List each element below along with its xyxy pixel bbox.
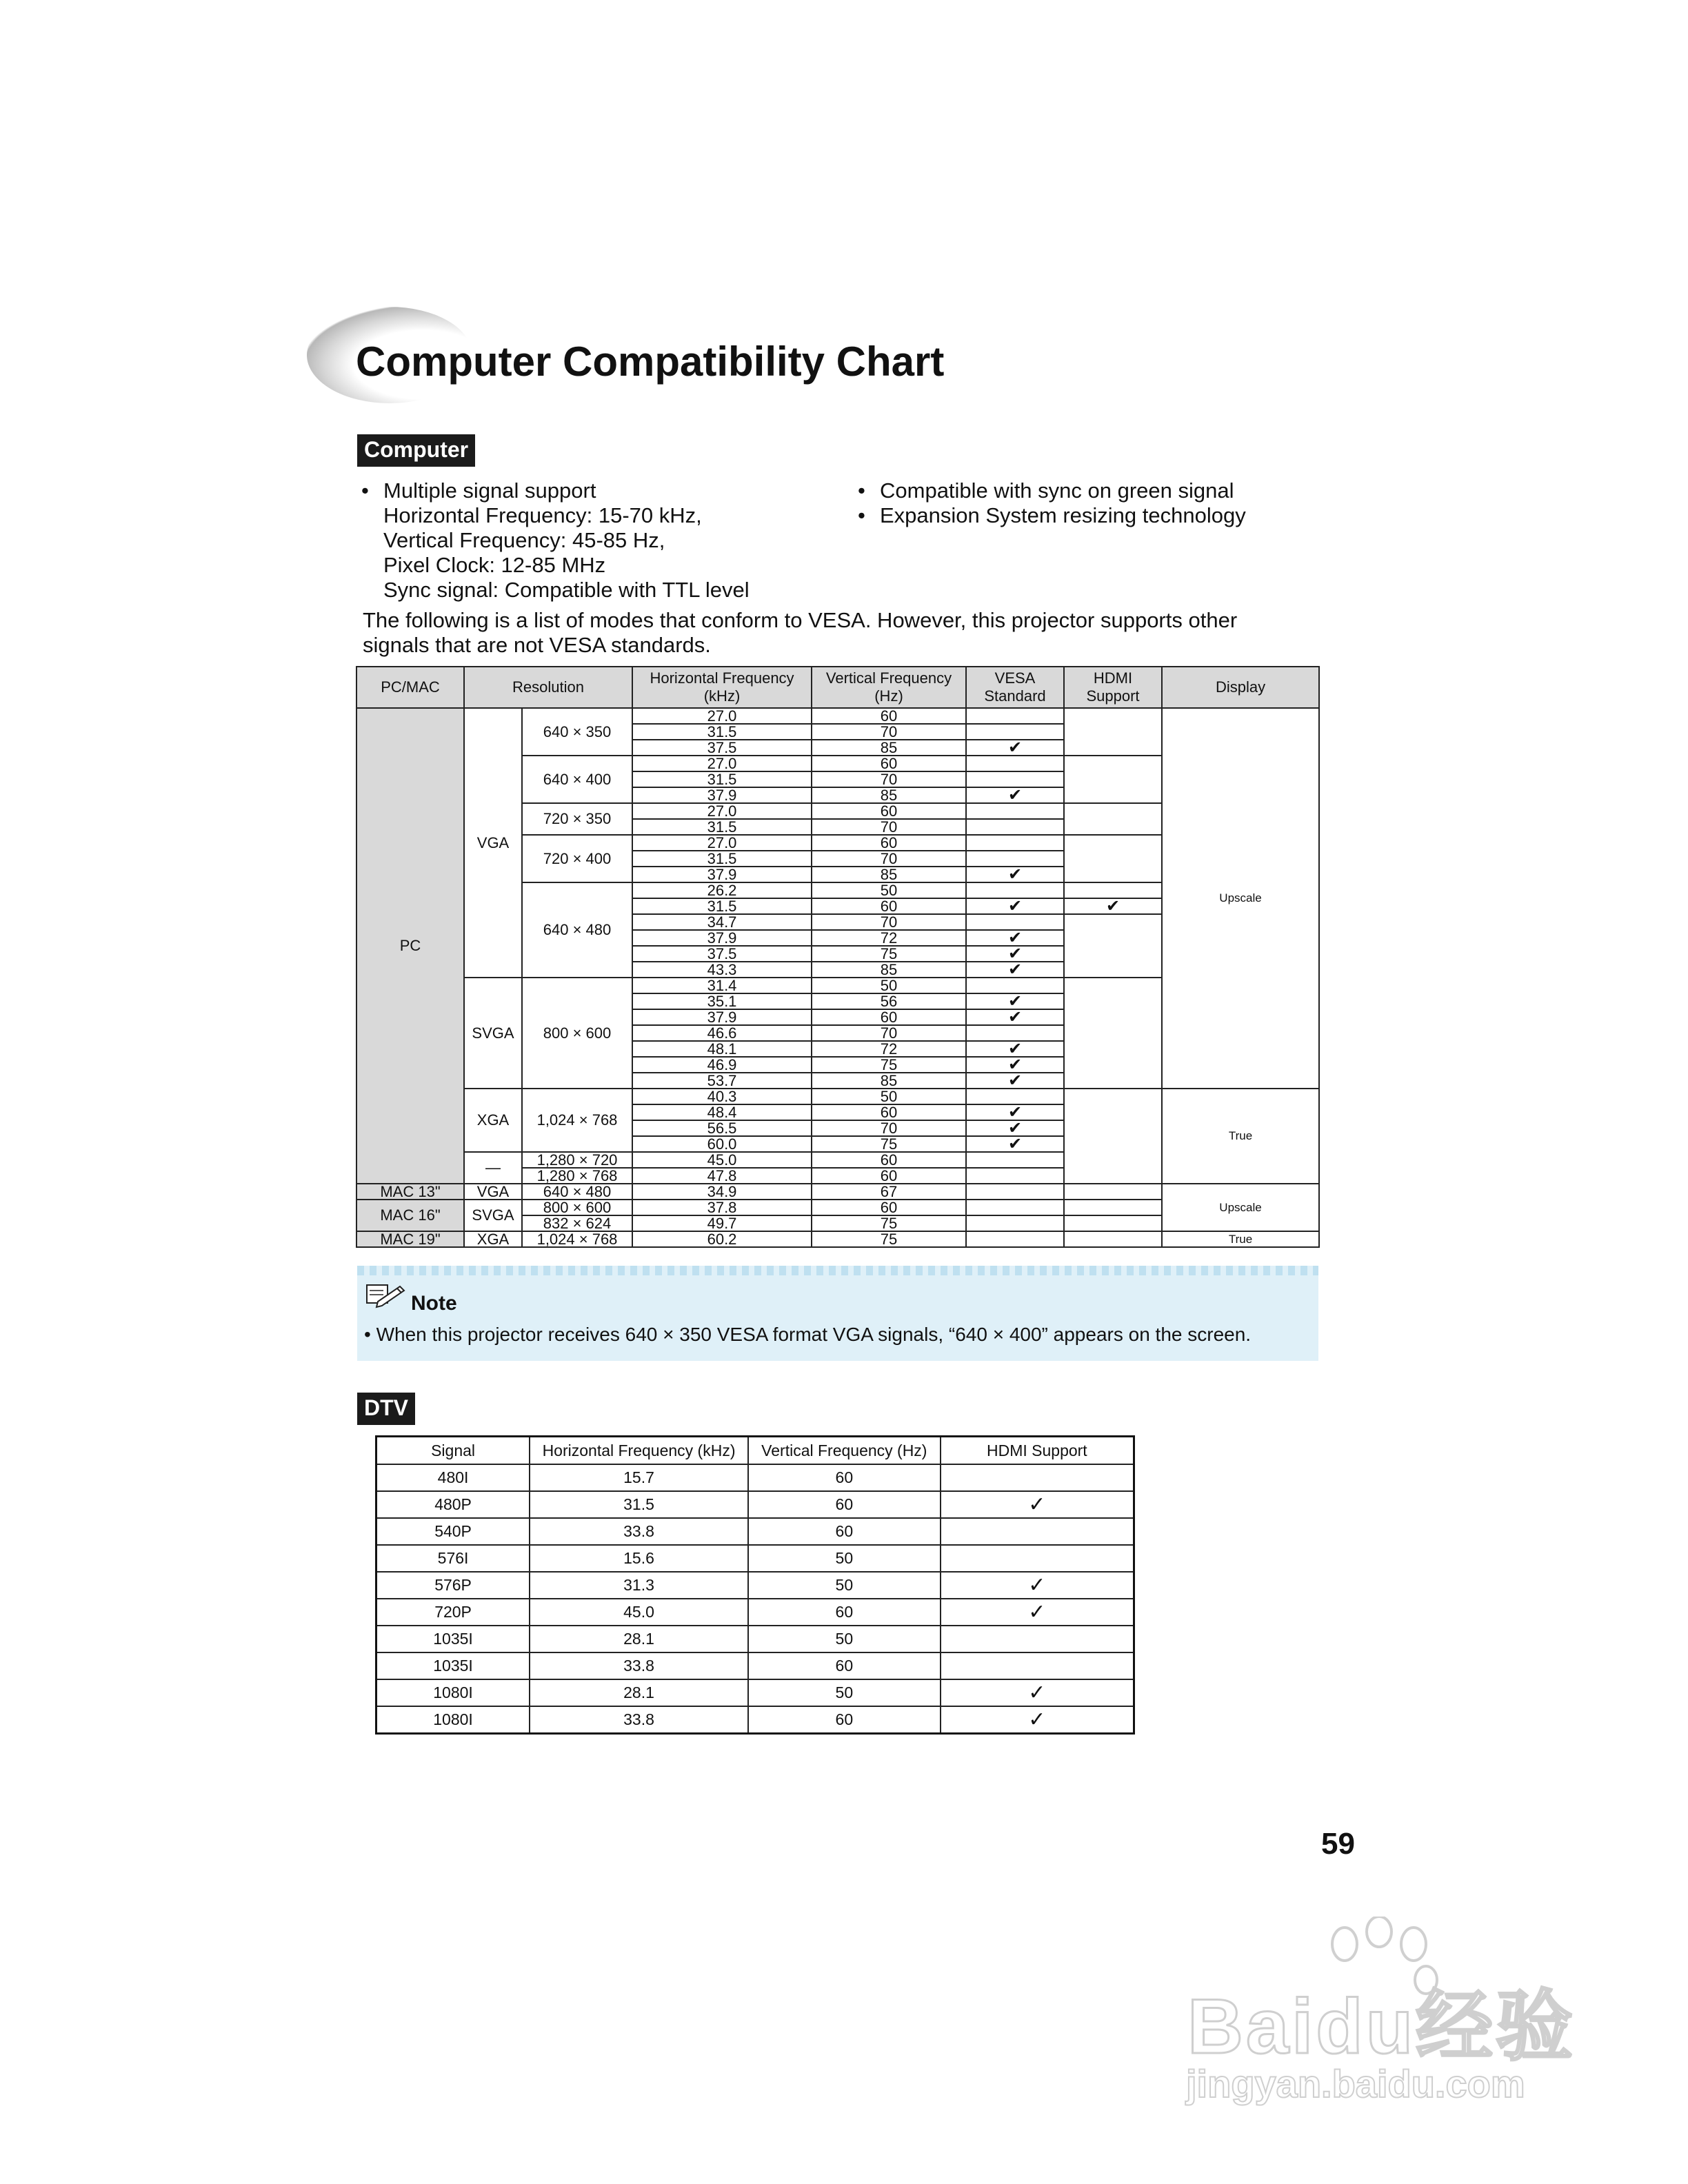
hfreq-cell: 31.5 <box>632 898 812 914</box>
hdmi-cell <box>1064 978 1162 1089</box>
vfreq-cell: 85 <box>812 787 966 803</box>
dtv-vfreq-cell: 50 <box>748 1572 941 1599</box>
resolution-cell: 1,024 × 768 <box>522 1089 632 1152</box>
group-pc: PC <box>356 708 464 1184</box>
group-mac19: MAC 19" <box>356 1231 464 1247</box>
vesa-cell <box>966 1184 1064 1200</box>
watermark-logo: Baidu经验 <box>1187 1983 1576 2070</box>
vesa-cell: ✔ <box>966 930 1064 946</box>
dtv-signal-cell: 480P <box>376 1491 530 1518</box>
header-vesa-standard: VESA Standard <box>966 667 1064 708</box>
hfreq-cell: 48.1 <box>632 1041 812 1057</box>
resolution-cell: 640 × 400 <box>522 756 632 803</box>
group-dash: — <box>464 1152 522 1184</box>
vesa-cell <box>966 819 1064 835</box>
resolution-cell: 720 × 350 <box>522 803 632 835</box>
computer-section-label: Computer <box>357 434 475 467</box>
vfreq-cell: 72 <box>812 930 966 946</box>
hfreq-cell: 47.8 <box>632 1168 812 1184</box>
hfreq-cell: 37.9 <box>632 930 812 946</box>
vfreq-cell: 60 <box>812 1200 966 1215</box>
vesa-cell: ✔ <box>966 787 1064 803</box>
header-horizontal-frequency: Horizontal Frequency (kHz) <box>632 667 812 708</box>
dtv-header-signal: Signal <box>376 1437 530 1465</box>
dtv-table-row <box>376 1464 1134 1491</box>
dtv-vfreq-cell: 60 <box>748 1464 941 1491</box>
vfreq-cell: 60 <box>812 1168 966 1184</box>
dtv-vfreq-cell: 50 <box>748 1626 941 1652</box>
hfreq-cell: 27.0 <box>632 756 812 771</box>
vfreq-cell: 50 <box>812 882 966 898</box>
resolution-cell: 1,280 × 768 <box>522 1168 632 1184</box>
dtv-hdmi-cell <box>941 1626 1134 1652</box>
hfreq-cell: 31.4 <box>632 978 812 993</box>
vesa-cell: ✔ <box>966 1136 1064 1152</box>
hdmi-cell <box>1064 1200 1162 1215</box>
dtv-table-row <box>376 1679 1134 1706</box>
vfreq-cell: 85 <box>812 867 966 882</box>
vfreq-cell: 75 <box>812 1136 966 1152</box>
page-number: 59 <box>1321 1827 1355 1861</box>
dtv-hfreq-cell: 45.0 <box>530 1599 748 1626</box>
pencil-note-icon <box>364 1281 408 1308</box>
dtv-hfreq-cell: 33.8 <box>530 1706 748 1734</box>
page-title: Computer Compatibility Chart <box>356 338 945 385</box>
dtv-signal-cell: 480I <box>376 1464 530 1491</box>
vesa-cell: ✔ <box>966 946 1064 962</box>
hfreq-cell: 46.9 <box>632 1057 812 1073</box>
intro-line: The following is a list of modes that conform to VESA. However, this projector supports other <box>363 608 1238 632</box>
hfreq-cell: 31.5 <box>632 771 812 787</box>
dtv-table-row <box>376 1491 1134 1518</box>
dtv-vfreq-cell: 50 <box>748 1679 941 1706</box>
vesa-cell <box>966 708 1064 724</box>
hfreq-cell: 35.1 <box>632 993 812 1009</box>
vesa-cell: ✔ <box>966 1073 1064 1089</box>
vesa-cell <box>966 882 1064 898</box>
hfreq-cell: 45.0 <box>632 1152 812 1168</box>
vfreq-cell: 70 <box>812 851 966 867</box>
bullet-text: Pixel Clock: 12-85 MHz <box>383 553 606 577</box>
dtv-hfreq-cell: 33.8 <box>530 1518 748 1545</box>
hfreq-cell: 60.2 <box>632 1231 812 1247</box>
bullet-glyph: • <box>858 503 865 527</box>
dtv-vfreq-cell: 50 <box>748 1545 941 1572</box>
dtv-signal-cell: 540P <box>376 1518 530 1545</box>
display-cell-upscale: Upscale <box>1162 1184 1319 1231</box>
dtv-header-horizontal-frequency: Horizontal Frequency (kHz) <box>530 1437 748 1465</box>
dtv-table-row <box>376 1706 1134 1734</box>
dtv-table-row <box>376 1572 1134 1599</box>
hfreq-cell: 37.8 <box>632 1200 812 1215</box>
vesa-cell: ✔ <box>966 993 1064 1009</box>
vesa-cell: ✔ <box>966 1057 1064 1073</box>
dtv-hdmi-cell: ✓ <box>941 1491 1134 1518</box>
hfreq-cell: 37.5 <box>632 740 812 756</box>
hdmi-cell <box>1064 1231 1162 1247</box>
hdmi-cell <box>1064 835 1162 882</box>
vesa-cell <box>966 1025 1064 1041</box>
dtv-signal-cell: 720P <box>376 1599 530 1626</box>
dtv-hdmi-cell <box>941 1652 1134 1679</box>
dtv-hdmi-cell <box>941 1464 1134 1491</box>
computer-bullets-left <box>361 478 750 603</box>
hdmi-cell <box>1064 803 1162 835</box>
group-mac13: MAC 13" <box>356 1184 464 1200</box>
table-row <box>356 1231 1319 1247</box>
header-vertical-frequency: Vertical Frequency (Hz) <box>812 667 966 708</box>
vfreq-cell: 75 <box>812 1215 966 1231</box>
dtv-vfreq-cell: 60 <box>748 1491 941 1518</box>
hfreq-cell: 49.7 <box>632 1215 812 1231</box>
table-row <box>356 1184 1319 1200</box>
dtv-hfreq-cell: 33.8 <box>530 1652 748 1679</box>
vfreq-cell: 85 <box>812 1073 966 1089</box>
vfreq-cell: 70 <box>812 914 966 930</box>
vesa-cell: ✔ <box>966 1120 1064 1136</box>
bullet-glyph: • <box>858 478 865 503</box>
group-svga: SVGA <box>464 978 522 1089</box>
vfreq-cell: 60 <box>812 1152 966 1168</box>
dtv-section-label: DTV <box>357 1393 415 1425</box>
dtv-hdmi-cell: ✓ <box>941 1572 1134 1599</box>
vesa-cell: ✔ <box>966 1104 1064 1120</box>
dtv-hfreq-cell: 31.3 <box>530 1572 748 1599</box>
vesa-cell: ✔ <box>966 867 1064 882</box>
resolution-cell: 640 × 350 <box>522 708 632 756</box>
vfreq-cell: 60 <box>812 1009 966 1025</box>
hfreq-cell: 31.5 <box>632 851 812 867</box>
hfreq-cell: 27.0 <box>632 708 812 724</box>
resolution-cell: 1,280 × 720 <box>522 1152 632 1168</box>
vfreq-cell: 75 <box>812 946 966 962</box>
vfreq-cell: 50 <box>812 1089 966 1104</box>
display-cell-true: True <box>1162 1231 1319 1247</box>
dtv-table-row <box>376 1626 1134 1652</box>
vesa-cell <box>966 756 1064 771</box>
resolution-cell: 800 × 600 <box>522 978 632 1089</box>
dtv-signal-cell: 1035I <box>376 1626 530 1652</box>
vesa-cell <box>966 835 1064 851</box>
vfreq-cell: 60 <box>812 756 966 771</box>
dtv-table-row <box>376 1545 1134 1572</box>
vfreq-cell: 50 <box>812 978 966 993</box>
note-box-top-border <box>357 1266 1318 1275</box>
hdmi-cell <box>1064 1215 1162 1231</box>
vfreq-cell: 70 <box>812 724 966 740</box>
hfreq-cell: 37.5 <box>632 946 812 962</box>
dtv-hdmi-cell: ✓ <box>941 1679 1134 1706</box>
note-text: • When this projector receives 640 × 350 VESA format VGA signals, “640 × 400” appears on the screen. <box>364 1324 1252 1345</box>
vesa-cell <box>966 771 1064 787</box>
bullet-text: Horizontal Frequency: 15-70 kHz, <box>383 503 702 527</box>
vfreq-cell: 67 <box>812 1184 966 1200</box>
computer-bullets-right <box>858 478 1246 528</box>
group-mac16: MAC 16" <box>356 1200 464 1231</box>
vfreq-cell: 70 <box>812 1120 966 1136</box>
resolution-cell: 832 × 624 <box>522 1215 632 1231</box>
dtv-hdmi-cell <box>941 1545 1134 1572</box>
display-cell-upscale: Upscale <box>1162 708 1319 1089</box>
vesa-cell <box>966 914 1064 930</box>
dtv-hfreq-cell: 15.6 <box>530 1545 748 1572</box>
vesa-cell <box>966 1168 1064 1184</box>
vesa-cell: ✔ <box>966 740 1064 756</box>
watermark-url: jingyan.baidu.com <box>1186 2062 1525 2105</box>
vfreq-cell: 70 <box>812 1025 966 1041</box>
hfreq-cell: 37.9 <box>632 1009 812 1025</box>
vfreq-cell: 75 <box>812 1057 966 1073</box>
table-row <box>356 708 1319 724</box>
hfreq-cell: 31.5 <box>632 724 812 740</box>
dtv-table-row <box>376 1652 1134 1679</box>
hfreq-cell: 40.3 <box>632 1089 812 1104</box>
dtv-hdmi-cell: ✓ <box>941 1599 1134 1626</box>
vfreq-cell: 60 <box>812 803 966 819</box>
vesa-cell <box>966 978 1064 993</box>
vfreq-cell: 56 <box>812 993 966 1009</box>
hdmi-cell <box>1064 1089 1162 1184</box>
dtv-vfreq-cell: 60 <box>748 1652 941 1679</box>
table-header-row <box>356 667 1319 708</box>
resolution-cell: 720 × 400 <box>522 835 632 882</box>
dtv-table-row <box>376 1518 1134 1545</box>
dtv-hdmi-cell <box>941 1518 1134 1545</box>
resolution-cell: 640 × 480 <box>522 1184 632 1200</box>
vesa-cell <box>966 1152 1064 1168</box>
dtv-hfreq-cell: 31.5 <box>530 1491 748 1518</box>
dtv-table-row <box>376 1599 1134 1626</box>
dtv-signal-cell: 1035I <box>376 1652 530 1679</box>
hdmi-cell <box>1064 756 1162 803</box>
hfreq-cell: 27.0 <box>632 803 812 819</box>
dtv-hfreq-cell: 28.1 <box>530 1679 748 1706</box>
hfreq-cell: 37.9 <box>632 867 812 882</box>
vesa-cell <box>966 803 1064 819</box>
group-xga: XGA <box>464 1089 522 1152</box>
dtv-table <box>375 1435 1135 1735</box>
bullet-glyph: • <box>361 478 369 503</box>
note-box <box>357 1266 1318 1361</box>
group-mac-vga: VGA <box>464 1184 522 1200</box>
group-vga: VGA <box>464 708 522 978</box>
header-resolution: Resolution <box>464 667 632 708</box>
header-display: Display <box>1162 667 1319 708</box>
vfreq-cell: 85 <box>812 962 966 978</box>
bullet-text: Sync signal: Compatible with TTL level <box>383 578 750 602</box>
header-pcmac: PC/MAC <box>356 667 464 708</box>
dtv-vfreq-cell: 60 <box>748 1706 941 1734</box>
hfreq-cell: 31.5 <box>632 819 812 835</box>
dtv-signal-cell: 1080I <box>376 1679 530 1706</box>
computer-intro <box>363 608 1237 658</box>
vesa-cell: ✔ <box>966 1009 1064 1025</box>
bullet-text: Expansion System resizing technology <box>880 503 1246 527</box>
vesa-cell <box>966 1215 1064 1231</box>
note-title: Note <box>411 1292 457 1315</box>
vesa-cell: ✔ <box>966 962 1064 978</box>
vesa-cell <box>966 1200 1064 1215</box>
display-cell-true: True <box>1162 1089 1319 1184</box>
resolution-cell: 800 × 600 <box>522 1200 632 1215</box>
vesa-cell: ✔ <box>966 1041 1064 1057</box>
dtv-vfreq-cell: 60 <box>748 1599 941 1626</box>
vfreq-cell: 60 <box>812 708 966 724</box>
table-row <box>356 1089 1319 1104</box>
dtv-signal-cell: 1080I <box>376 1706 530 1734</box>
resolution-cell: 640 × 480 <box>522 882 632 978</box>
dtv-hdmi-cell: ✓ <box>941 1706 1134 1734</box>
dtv-signal-cell: 576P <box>376 1572 530 1599</box>
vfreq-cell: 60 <box>812 1104 966 1120</box>
hdmi-cell <box>1064 882 1162 898</box>
dtv-hfreq-cell: 28.1 <box>530 1626 748 1652</box>
vesa-cell <box>966 1089 1064 1104</box>
hfreq-cell: 53.7 <box>632 1073 812 1089</box>
vfreq-cell: 72 <box>812 1041 966 1057</box>
hfreq-cell: 43.3 <box>632 962 812 978</box>
hfreq-cell: 26.2 <box>632 882 812 898</box>
hfreq-cell: 34.7 <box>632 914 812 930</box>
table-header-row <box>376 1437 1134 1465</box>
hfreq-cell: 27.0 <box>632 835 812 851</box>
hdmi-cell <box>1064 914 1162 978</box>
bullet-text: Vertical Frequency: 45-85 Hz, <box>383 528 665 552</box>
hfreq-cell: 56.5 <box>632 1120 812 1136</box>
resolution-cell: 1,024 × 768 <box>522 1231 632 1247</box>
computer-compatibility-table <box>356 666 1320 1248</box>
hdmi-cell <box>1064 708 1162 756</box>
vfreq-cell: 85 <box>812 740 966 756</box>
vfreq-cell: 60 <box>812 898 966 914</box>
bullet-text: Compatible with sync on green signal <box>880 478 1234 503</box>
vesa-cell <box>966 724 1064 740</box>
dtv-hfreq-cell: 15.7 <box>530 1464 748 1491</box>
vesa-cell <box>966 1231 1064 1247</box>
group-mac-svga: SVGA <box>464 1200 522 1231</box>
vfreq-cell: 75 <box>812 1231 966 1247</box>
dtv-header-vertical-frequency: Vertical Frequency (Hz) <box>748 1437 941 1465</box>
hfreq-cell: 46.6 <box>632 1025 812 1041</box>
group-mac-xga: XGA <box>464 1231 522 1247</box>
hfreq-cell: 37.9 <box>632 787 812 803</box>
vesa-cell: ✔ <box>966 898 1064 914</box>
bullet-text: Multiple signal support <box>383 478 596 503</box>
hdmi-cell: ✔ <box>1064 898 1162 914</box>
vfreq-cell: 70 <box>812 771 966 787</box>
hfreq-cell: 34.9 <box>632 1184 812 1200</box>
hfreq-cell: 48.4 <box>632 1104 812 1120</box>
intro-line: signals that are not VESA standards. <box>363 633 711 657</box>
dtv-signal-cell: 576I <box>376 1545 530 1572</box>
vesa-cell <box>966 851 1064 867</box>
hdmi-cell <box>1064 1184 1162 1200</box>
vfreq-cell: 60 <box>812 835 966 851</box>
dtv-header-hdmi-support: HDMI Support <box>941 1437 1134 1465</box>
vfreq-cell: 70 <box>812 819 966 835</box>
header-hdmi-support: HDMI Support <box>1064 667 1162 708</box>
dtv-vfreq-cell: 60 <box>748 1518 941 1545</box>
hfreq-cell: 60.0 <box>632 1136 812 1152</box>
